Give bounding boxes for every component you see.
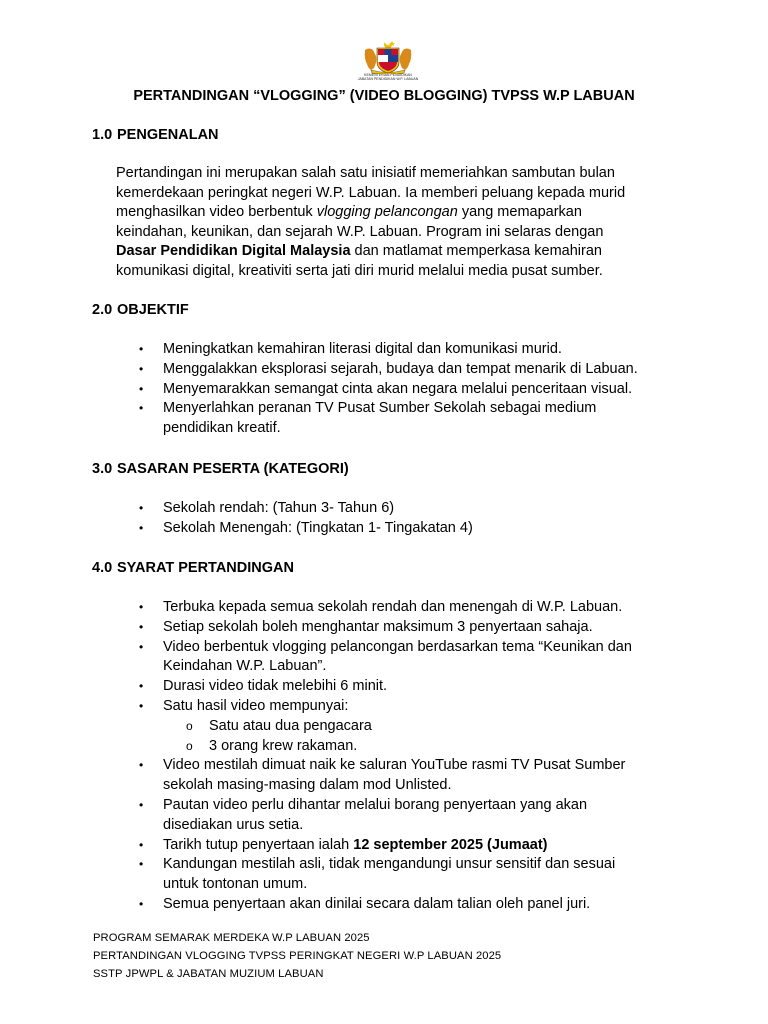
bullet-icon: • — [139, 501, 144, 515]
bullet-icon: • — [139, 600, 144, 614]
bullet-icon: • — [139, 837, 144, 852]
list-item — [0, 618, 768, 638]
section-heading-objektif — [92, 301, 189, 319]
page-footer — [93, 929, 501, 983]
sub-list-item — [0, 717, 768, 737]
list-item — [0, 796, 768, 836]
list-item — [0, 519, 768, 539]
list-item-text: Video mestilah dimuat naik ke saluran YouTube rasmi TV Pusat Sumber — [163, 757, 626, 774]
list-item — [0, 756, 768, 796]
bullet-icon: • — [139, 639, 144, 654]
bullet-icon: • — [139, 361, 144, 376]
section-title: OBJEKTIF — [117, 302, 189, 318]
list-item — [0, 855, 768, 895]
list-item-text: Satu atau dua pengacara — [209, 717, 372, 734]
categories-list — [0, 499, 768, 539]
section-number: 1.0 — [92, 127, 113, 143]
paragraph-line: komunikasi digital, kreativiti serta jati diri murid melalui media pusat sumber. — [116, 262, 603, 279]
list-item — [0, 697, 768, 717]
list-item-text: Semua penyertaan akan dinilai secara dalam talian oleh panel juri. — [163, 895, 591, 912]
list-item-text: Setiap sekolah boleh menghantar maksimum 3 penyertaan sahaja. — [163, 618, 593, 635]
section-heading-syarat — [92, 559, 294, 577]
list-item-text: Durasi video tidak melebihi 6 minit. — [163, 678, 388, 695]
section-number: 4.0 — [92, 560, 113, 576]
paragraph-text: yang memaparkan — [457, 204, 582, 221]
section-title: SASARAN PESERTA (KATEGORI) — [117, 461, 349, 477]
section-title: PENGENALAN — [117, 127, 219, 143]
section-number: 3.0 — [92, 461, 113, 477]
circle-bullet-icon: o — [186, 738, 193, 753]
list-item-text: Terbuka kepada semua sekolah rendah dan menengah di W.P. Labuan. — [163, 599, 623, 615]
list-item — [0, 598, 768, 618]
paragraph-line: kemerdekaan peringkat negeri W.P. Labuan. Ia memberi peluang kepada murid — [116, 184, 626, 201]
intro-paragraph — [116, 164, 676, 282]
bullet-icon: • — [139, 896, 144, 911]
list-item-text: untuk tontonan umum. — [163, 876, 308, 893]
section-number: 2.0 — [92, 302, 113, 318]
list-item-text: pendidikan kreatif. — [163, 420, 281, 437]
footer-line: PROGRAM SEMARAK MERDEKA W.P LABUAN 2025 — [93, 932, 370, 944]
list-item-text: Menggalakkan eksplorasi sejarah, budaya dan tempat menarik di Labuan. — [163, 360, 638, 377]
list-item-text: Sekolah rendah: (Tahun 3- Tahun 6) — [163, 500, 395, 516]
bullet-icon: • — [139, 342, 144, 356]
list-item-text: sekolah masing-masing dalam mod Unlisted. — [163, 777, 452, 794]
bullet-icon: • — [139, 381, 144, 396]
bullet-icon: • — [139, 520, 144, 535]
list-item-text: Meningkatkan kemahiran literasi digital dan komunikasi murid. — [163, 341, 562, 357]
paragraph-line: Pertandingan ini merupakan salah satu inisiatif memeriahkan sambutan bulan — [116, 165, 615, 181]
list-item-text: Menyemarakkan semangat cinta akan negara melalui penceritaan visual. — [163, 380, 633, 397]
bullet-icon: • — [139, 857, 144, 872]
list-item — [0, 499, 768, 519]
paragraph-emphasis: vlogging pelancongan — [316, 204, 458, 221]
crest-caption-department: JABATAN PENDIDIKAN W.P. LABUAN — [357, 77, 419, 81]
section-heading-pengenalan — [92, 126, 219, 144]
list-item-text: 3 orang krew rakaman. — [209, 737, 358, 754]
paragraph-line — [116, 203, 676, 223]
sub-list-item — [0, 737, 768, 757]
circle-bullet-icon: o — [186, 718, 193, 733]
list-item — [0, 380, 768, 400]
list-item — [0, 340, 768, 360]
list-item — [0, 638, 768, 678]
section-title: SYARAT PERTANDINGAN — [117, 560, 294, 576]
list-item-text: Pautan video perlu dihantar melalui borang penyertaan yang akan — [163, 796, 588, 813]
footer-line: SSTP JPWPL & JABATAN MUZIUM LABUAN — [93, 968, 324, 980]
paragraph-line: keindahan, keunikan, dan sejarah W.P. Labuan. Program ini selaras dengan — [116, 223, 604, 240]
section-heading-sasaran — [92, 460, 349, 478]
list-item-text: Tarikh tutup penyertaan ialah — [163, 836, 354, 853]
bullet-icon: • — [139, 698, 144, 713]
closing-date: 12 september 2025 (Jumaat) — [353, 836, 548, 853]
paragraph-bold: Dasar Pendidikan Digital Malaysia — [116, 243, 351, 260]
footer-line: PERTANDINGAN VLOGGING TVPSS PERINGKAT NEGERI W.P LABUAN 2025 — [93, 950, 502, 962]
list-item-text: Sekolah Menengah: (Tingkatan 1- Tingakatan 4) — [163, 519, 473, 536]
bullet-icon: • — [139, 401, 144, 416]
list-item-text: Kandungan mestilah asli, tidak mengandungi unsur sensitif dan sesuai — [163, 856, 616, 873]
document-title: PERTANDINGAN “VLOGGING” (VIDEO BLOGGING) TVPSS W.P LABUAN — [133, 88, 635, 104]
paragraph-text: menghasilkan video berbentuk — [116, 204, 317, 221]
list-item-text: Menyerlahkan peranan TV Pusat Sumber Sekolah sebagai medium — [163, 400, 597, 417]
list-item — [0, 677, 768, 697]
bullet-icon: • — [139, 679, 144, 694]
list-item — [0, 895, 768, 915]
list-item-text: Video berbentuk vlogging pelancongan berdasarkan tema “Keunikan dan — [163, 638, 632, 655]
list-item — [0, 399, 768, 439]
list-item-text: Keindahan W.P. Labuan”. — [163, 658, 327, 675]
list-item — [0, 836, 768, 856]
list-item-text: Satu hasil video mempunyai: — [163, 697, 349, 714]
paragraph-line — [116, 242, 676, 262]
list-item-text: disediakan urus setia. — [163, 816, 304, 833]
list-item — [0, 360, 768, 380]
paragraph-text: dan matlamat memperkasa kemahiran — [350, 243, 602, 260]
crest-caption-ministry: KEMENTERIAN PENDIDIKAN — [364, 73, 412, 77]
bullet-icon: • — [139, 619, 144, 634]
bullet-icon: • — [139, 797, 144, 812]
rules-list — [0, 598, 768, 915]
objectives-list — [0, 340, 768, 439]
bullet-icon: • — [139, 758, 144, 773]
